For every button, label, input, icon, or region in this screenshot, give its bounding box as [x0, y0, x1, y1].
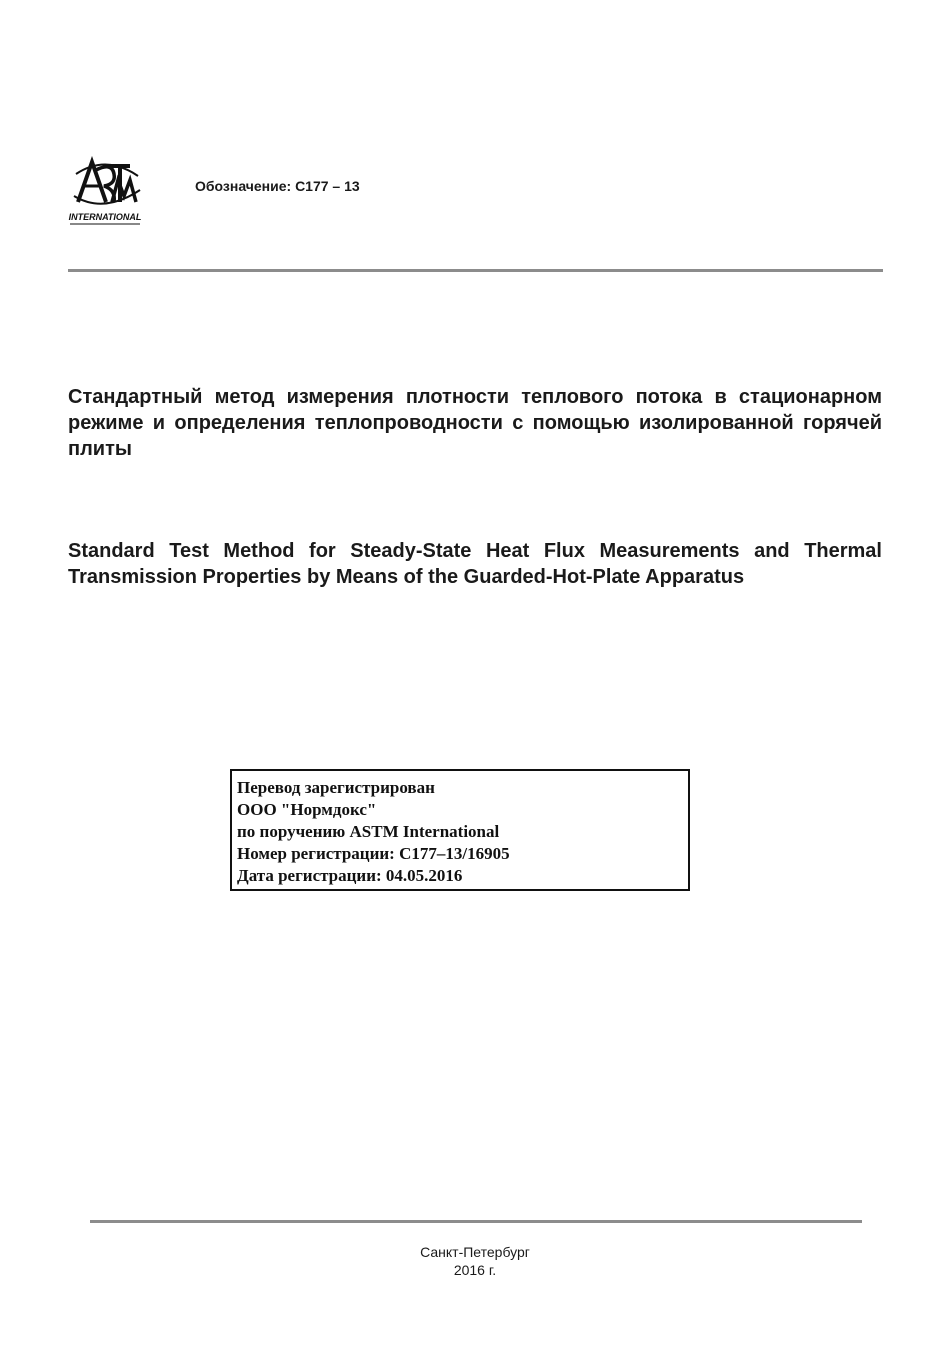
logo-label: INTERNATIONAL [68, 212, 142, 222]
astm-logo-icon [66, 156, 144, 228]
astm-logo [66, 156, 144, 228]
registration-line: по поручению ASTM International [237, 822, 500, 841]
title-russian: Стандартный метод измерения плотности теплового потока в стационарном режиме и определения теплопроводности с помощью изолированной горячей плиты [68, 386, 882, 460]
footer-year: 2016 г. [453, 1262, 497, 1278]
registration-line: Номер регистрации: C177–13/16905 [237, 844, 510, 863]
footer [0, 1243, 950, 1279]
title-english: Standard Test Method for Steady-State Heat Flux Measurements and Thermal Transmission Properties by Means of the Guarded-Hot-Plate Apparatus [68, 540, 882, 588]
designation: Обозначение: C177 – 13 [195, 178, 360, 194]
registration-box [230, 769, 690, 891]
registration-line: Перевод зарегистрирован [237, 778, 435, 797]
registration-line: Дата регистрации: 04.05.2016 [237, 866, 463, 885]
registration-line: ООО "Нормдокс" [237, 800, 377, 819]
top-divider [68, 269, 883, 272]
bottom-divider [90, 1220, 862, 1223]
footer-city: Санкт-Петербург [420, 1244, 530, 1260]
